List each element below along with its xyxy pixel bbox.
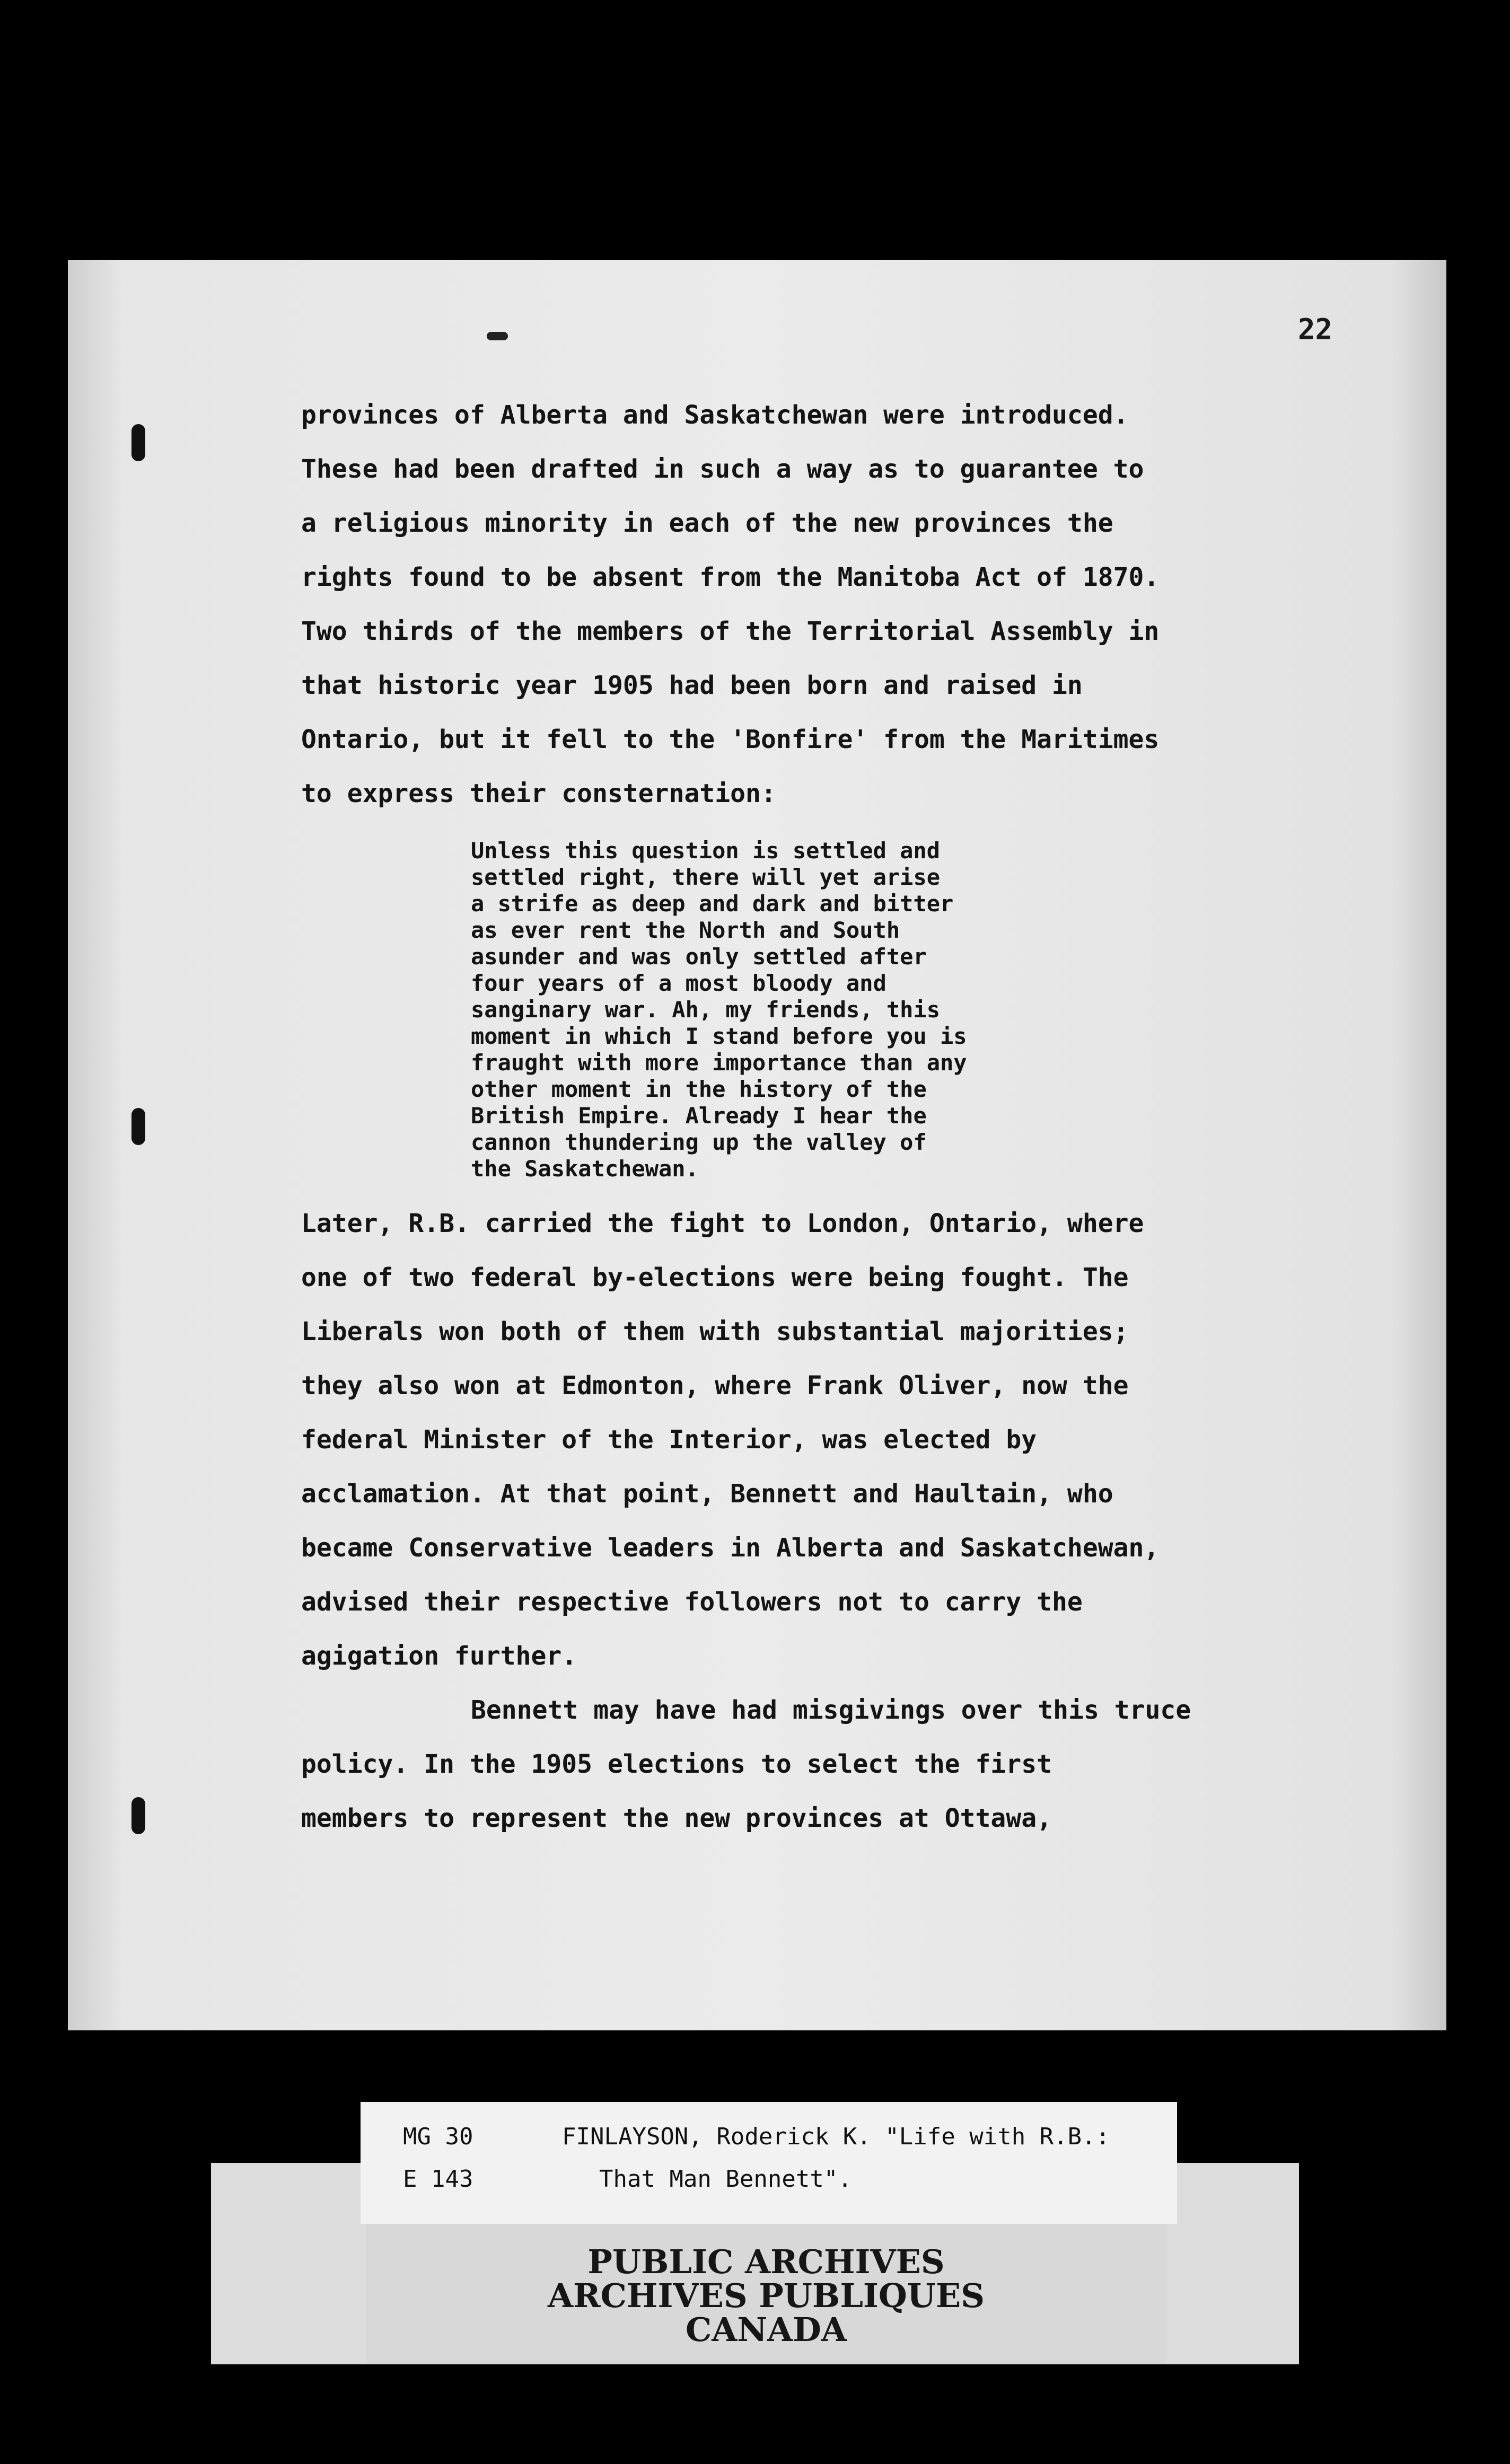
quote-line: settled right, there will yet arise: [471, 864, 941, 890]
text-line: advised their respective followers not to carry the: [301, 1587, 1083, 1617]
stamp-line: CANADA: [685, 2310, 847, 2349]
punch-hole: [131, 1108, 145, 1145]
quote-line: asunder and was only settled after: [471, 944, 927, 970]
text-line: provinces of Alberta and Saskatchewan were introduced.: [301, 400, 1129, 430]
citation-text: That Man Bennett".: [599, 2166, 852, 2193]
page-number: 22: [1298, 313, 1333, 346]
text-line: that historic year 1905 had been born and raised in: [301, 671, 1083, 700]
quote-line: as ever rent the North and South: [471, 917, 900, 943]
quote-line: fraught with more importance than any: [471, 1050, 967, 1076]
punch-hole: [131, 424, 145, 461]
citation-text: FINLAYSON, Roderick K. "Life with R.B.:: [562, 2123, 1110, 2150]
text-line: These had been drafted in such a way as to guarantee to: [301, 454, 1144, 484]
text-line: Bennett may have had misgivings over this truce: [471, 1695, 1191, 1725]
label-backing: [211, 2163, 370, 2364]
quote-line: Unless this question is settled and: [471, 838, 941, 864]
quote-line: other moment in the history of the: [471, 1076, 927, 1102]
text-line: Ontario, but it fell to the 'Bonfire' from the Maritimes: [301, 725, 1160, 754]
text-line: Two thirds of the members of the Territorial Assembly in: [301, 617, 1160, 646]
quote-line: a strife as deep and dark and bitter: [471, 891, 954, 917]
text-line: Later, R.B. carried the fight to London, Ontario, where: [301, 1209, 1144, 1238]
stamp-line: ARCHIVES PUBLIQUES: [547, 2276, 985, 2315]
citation-label: [361, 2102, 1177, 2224]
text-line: agigation further.: [301, 1641, 577, 1671]
text-line: one of two federal by-elections were being fought. The: [301, 1263, 1129, 1292]
reference-number: E 143: [403, 2166, 473, 2193]
quote-line: cannon thundering up the valley of: [471, 1129, 927, 1155]
text-line: members to represent the new provinces at Ottawa,: [301, 1803, 1052, 1833]
reference-number: MG 30: [403, 2123, 473, 2150]
punch-hole: [131, 1797, 145, 1834]
archive-stamp: [366, 2224, 1166, 2364]
quote-line: four years of a most bloody and: [471, 970, 886, 996]
text-line: policy. In the 1905 elections to select the first: [301, 1749, 1052, 1779]
quote-line: British Empire. Already I hear the: [471, 1103, 927, 1129]
quote-line: sanginary war. Ah, my friends, this: [471, 997, 941, 1023]
text-line: to express their consternation:: [301, 779, 776, 808]
quote-line: moment in which I stand before you is: [471, 1023, 967, 1049]
text-line: Liberals won both of them with substantial majorities;: [301, 1317, 1129, 1347]
stamp-line: PUBLIC ARCHIVES: [587, 2242, 945, 2281]
text-line: federal Minister of the Interior, was elected by: [301, 1425, 1037, 1455]
text-line: they also won at Edmonton, where Frank Oliver, now the: [301, 1371, 1129, 1401]
text-line: acclamation. At that point, Bennett and Haultain, who: [301, 1479, 1113, 1509]
label-backing: [1166, 2163, 1299, 2364]
text-line: became Conservative leaders in Alberta and Saskatchewan,: [301, 1533, 1160, 1563]
text-line: a religious minority in each of the new provinces the: [301, 508, 1113, 538]
text-line: rights found to be absent from the Manitoba Act of 1870.: [301, 562, 1160, 592]
quote-line: the Saskatchewan.: [471, 1156, 699, 1182]
document-page: [68, 260, 1446, 2030]
ink-mark: [487, 332, 508, 340]
